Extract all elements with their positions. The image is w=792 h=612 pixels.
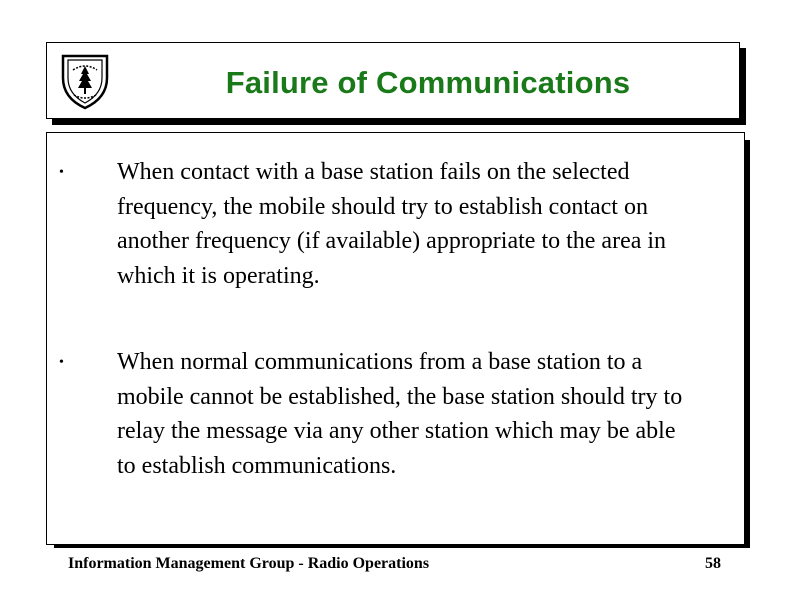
bullet-text: When normal communications from a base station to a mobile cannot be established, the base station should try to relay the message via any other station which may be able to establish communications. (117, 349, 683, 479)
bullet-icon: • (59, 355, 64, 370)
bullet-icon: • (59, 165, 64, 180)
bullet-text: When contact with a base station fails on the selected frequency, the mobile should try to establish contact on another frequency (if available) appropriate to the area in which it is operating. (117, 159, 667, 289)
page-number: 58 (705, 555, 721, 572)
footer-organization: Information Management Group - Radio Operations (68, 555, 430, 572)
forest-service-shield-icon (53, 48, 117, 112)
title-box (46, 42, 740, 119)
content-box (46, 132, 745, 545)
forest-service-logo (53, 48, 117, 112)
slide-title: Failure of Communications (225, 65, 631, 100)
